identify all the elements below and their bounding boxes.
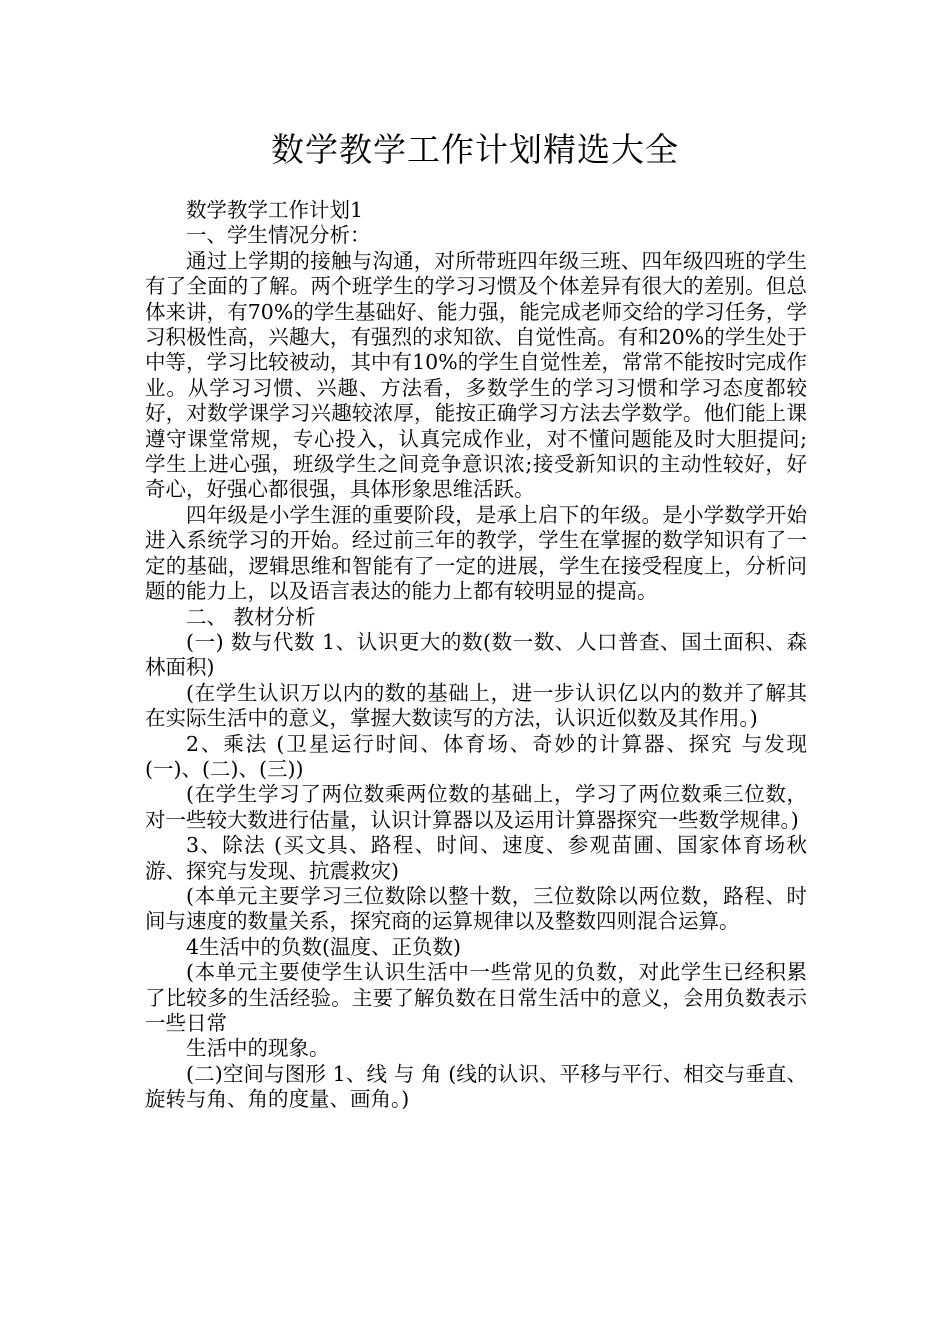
paragraph-grade-four: 四年级是小学生涯的重要阶段，是承上启下的年级。是小学数学开始进入系统学习的开始。经过前三年的教学，学生在掌握的数学知识有了一定的基础，逻辑思维和智能有了一定的进展，学生在接受程度上，分析问题的能力上，以及语言表达的能力上都有较明显的提高。 — [145, 502, 807, 604]
document-title: 数学教学工作计划精选大全 — [271, 130, 679, 169]
paragraph-multiplication-note: (在学生学习了两位数乘两位数的基础上，学习了两位数乘三位数，对一些较大数进行估量，认识计算器以及运用计算器探究一些数学规律。) — [145, 782, 807, 832]
paragraph-numbers-and-algebra: (一) 数与代数 1、认识更大的数(数一数、人口普查、国土面积、森林面积) — [145, 629, 807, 680]
section-heading-textbook-analysis: 二、 教材分析 — [186, 604, 316, 629]
paragraph-negative-numbers-note: (本单元主要使学生认识生活中一些常见的负数，对此学生已经积累了比较多的生活经验。主要了解负数在日常生活中的意义，会用负数表示一些日常 — [145, 960, 807, 1035]
paragraph-negative-numbers: 4生活中的负数(温度、正负数) — [186, 934, 462, 959]
paragraph-division: 3、除法 (买文具、路程、时间、速度、参观苗圃、国家体育场秋游、探究与发现、抗震救灾) — [145, 833, 807, 883]
section-heading-student-analysis: 一、学生情况分析： — [186, 223, 371, 248]
paragraph-space-and-shapes: (二)空间与图形 1、线 与 角 (线的认识、平移与平行、相交与垂直、旋转与角、角的度量、画角。) — [145, 1061, 807, 1112]
document-body — [145, 198, 807, 1113]
paragraph-division-note: (本单元主要学习三位数除以整十数，三位数除以两位数，路程、时间与速度的数量关系，探究商的运算规律以及整数四则混合运算。 — [145, 883, 807, 934]
paragraph-large-numbers-note: (在学生认识万以内的数的基础上，进一步认识亿以内的数并了解其在实际生活中的意义，掌握大数读写的方法，认识近似数及其作用。) — [145, 680, 807, 731]
paragraph-multiplication: 2、乘法 (卫星运行时间、体育场、奇妙的计算器、探究 与发现 (一)、(二)、(三)) — [145, 731, 807, 781]
paragraph-student-situation: 通过上学期的接触与沟通，对所带班四年级三班、四年级四班的学生有了全面的了解。两个班学生的学习习惯及个体差异有很大的差别。但总体来讲，有70%的学生基础好、能力强，能完成老师交给的学习任务，学习积极性高，兴趣大，有强烈的求知欲、自觉性高。有和20%的学生处于中等，学习比较被动，其中有10%的学生自觉性差，常常不能按时完成作业。从学习习惯、兴趣、方法看，多数学生的学习习惯和学习态度都较好，对数学课学习兴趣较浓厚，能按正确学习方法去学数学。他们能上课遵守课堂常规，专心投入，认真完成作业，对不懂问题能及时大胆提问;学生上进心强，班级学生之间竞争意识浓;接受新知识的主动性较好，好奇心，好强心都很强，具体形象思维活跃。 — [145, 248, 807, 502]
paragraph-daily-life: 生活中的现象。 — [186, 1036, 330, 1061]
section-heading-plan-1: 数学教学工作计划1 — [186, 198, 364, 222]
